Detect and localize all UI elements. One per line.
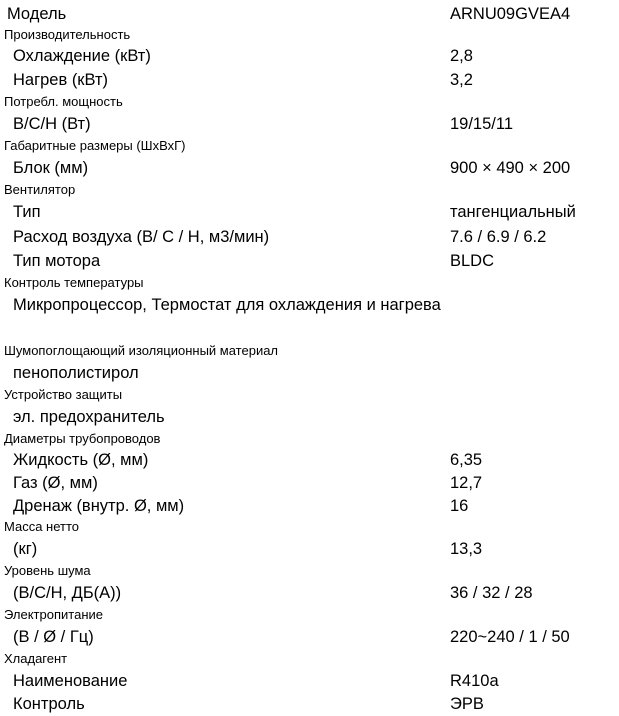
insulation-value: пенополистирол <box>13 364 139 382</box>
section-piping: Диаметры трубопроводов <box>4 431 161 446</box>
refrigerant-control-label: Контроль <box>13 695 85 713</box>
cooling-value: 2,8 <box>450 47 473 65</box>
section-power-consumption: Потребл. мощность <box>4 94 123 109</box>
noise-value: 36 / 32 / 28 <box>450 584 533 602</box>
fan-type-label: Тип <box>13 203 41 221</box>
section-performance: Производительность <box>4 27 131 42</box>
protection-value: эл. предохранитель <box>13 408 165 426</box>
gas-label: Газ (Ø, мм) <box>13 474 98 492</box>
heating-value: 3,2 <box>450 71 473 89</box>
cooling-label: Охлаждение (кВт) <box>13 47 151 65</box>
dimensions-value: 900 × 490 × 200 <box>450 159 571 177</box>
section-fan: Вентилятор <box>4 182 76 197</box>
temperature-control-value: Микропроцессор, Термостат для охлаждения и нагрева <box>13 296 441 314</box>
liquid-label: Жидкость (Ø, мм) <box>13 451 149 469</box>
gas-value: 12,7 <box>450 474 483 492</box>
model-label: Модель <box>7 5 67 23</box>
motor-label: Тип мотора <box>13 252 101 270</box>
airflow-label: Расход воздуха (В/ С / Н, м3/мин) <box>13 228 270 246</box>
power-supply-value: 220~240 / 1 / 50 <box>450 628 570 646</box>
dimensions-label: Блок (мм) <box>13 159 89 177</box>
weight-value: 13,3 <box>450 540 483 558</box>
heating-label: Нагрев (кВт) <box>13 71 109 89</box>
refrigerant-name-label: Наименование <box>13 672 128 690</box>
section-power-supply: Электропитание <box>4 607 103 622</box>
power-supply-label: (В / Ø / Гц) <box>13 628 94 646</box>
section-insulation: Шумопоглощающий изоляционный материал <box>4 343 279 358</box>
fan-type-value: тангенциальный <box>450 203 576 221</box>
motor-value: BLDC <box>450 252 495 270</box>
refrigerant-control-value: ЭРВ <box>450 695 484 713</box>
refrigerant-name-value: R410a <box>450 672 499 690</box>
section-protection: Устройство защиты <box>4 387 123 402</box>
drain-label: Дренаж (внутр. Ø, мм) <box>13 497 185 515</box>
section-noise: Уровень шума <box>4 563 91 578</box>
noise-label: (В/С/Н, ДБ(А)) <box>13 584 122 602</box>
section-net-weight: Масса нетто <box>4 519 80 534</box>
power-consumption-label: В/С/Н (Вт) <box>13 115 91 133</box>
section-refrigerant: Хладагент <box>4 651 68 666</box>
weight-label: (кг) <box>13 540 38 558</box>
section-temperature-control: Контроль температуры <box>4 275 144 290</box>
drain-value: 16 <box>450 497 469 515</box>
power-consumption-value: 19/15/11 <box>450 115 514 133</box>
section-dimensions: Габаритные размеры (ШхВхГ) <box>4 138 186 153</box>
liquid-value: 6,35 <box>450 451 483 469</box>
model-value: ARNU09GVEA4 <box>450 5 571 23</box>
airflow-value: 7.6 / 6.9 / 6.2 <box>450 228 547 246</box>
